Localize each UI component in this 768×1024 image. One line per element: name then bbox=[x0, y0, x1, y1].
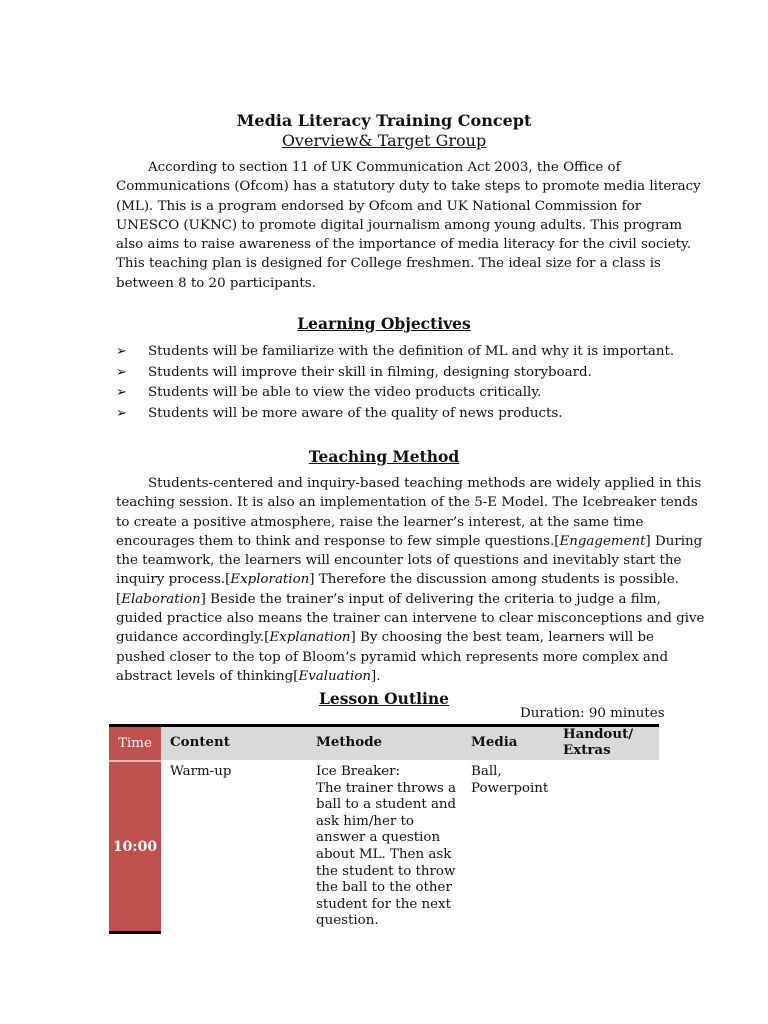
exploration-term: Exploration bbox=[230, 572, 310, 588]
time-header: Time bbox=[109, 724, 161, 760]
content-header: Content bbox=[170, 734, 230, 750]
overview-line: This teaching plan is designed for College freshmen. The ideal size for a class is bbox=[116, 256, 661, 272]
overview-paragraph bbox=[116, 158, 701, 293]
time-cell: 10:00 bbox=[112, 839, 158, 855]
list-item bbox=[116, 363, 676, 384]
objective-text: Students will be able to view the video products critically. bbox=[148, 385, 542, 400]
methode-header: Methode bbox=[316, 734, 383, 750]
overview-line: According to section 11 of UK Communication Act 2003, the Office of bbox=[148, 160, 621, 175]
method-line: encourages them to think and response to few simple questions.[Engagement] During bbox=[116, 533, 703, 549]
objective-text: Students will be familiarize with the definition of ML and why it is important. bbox=[148, 344, 675, 359]
document-title: Media Literacy Training Concept bbox=[236, 111, 532, 130]
overview-line: also aims to raise awareness of the importance of media literacy for the civil society. bbox=[116, 237, 692, 253]
evaluation-term: Evaluation bbox=[298, 668, 372, 684]
method-line: guided practice also means the trainer can intervene to clear misconceptions and give bbox=[116, 611, 705, 627]
methode-cell: Ice Breaker: The trainer throws a ball to a student and ask him/her to answer a question about ML. Then ask the student to throw the ball to the other student for the next question. bbox=[316, 764, 457, 929]
method-line: Students-centered and inquiry-based teaching methods are widely applied in this bbox=[148, 476, 702, 491]
method-line: pushed closer to the top of Bloom’s pyramid which represents more complex and bbox=[116, 649, 669, 665]
document-subtitle: Overview& Target Group bbox=[281, 131, 487, 150]
duration-label: Duration: 90 minutes bbox=[520, 706, 665, 721]
overview-line: between 8 to 20 participants. bbox=[116, 275, 316, 291]
learning-objectives-heading: Learning Objectives bbox=[297, 314, 471, 333]
arrow-bullet-icon: ➢ bbox=[116, 405, 127, 421]
learning-objectives-list bbox=[116, 342, 676, 424]
method-line: the teamwork, the learners will encounter lots of questions and inevitably start the bbox=[116, 553, 682, 569]
teaching-method-heading: Teaching Method bbox=[308, 447, 460, 466]
method-line: [Elaboration] Beside the trainer’s input of delivering the criteria to judge a film, bbox=[116, 591, 661, 607]
overview-line: UNESCO (UKNC) to promote digital journalism among young adults. This program bbox=[116, 217, 683, 233]
arrow-bullet-icon: ➢ bbox=[116, 385, 127, 400]
arrow-bullet-icon: ➢ bbox=[116, 344, 127, 359]
overview-line: Communications (Ofcom) has a statutory duty to take steps to promote media literacy bbox=[116, 179, 701, 195]
time-bottom-border bbox=[109, 931, 161, 934]
teaching-method-paragraph bbox=[116, 474, 705, 686]
overview-line: (ML). This is a program endorsed by Ofcom and UK National Commission for bbox=[116, 198, 642, 214]
arrow-bullet-icon: ➢ bbox=[116, 364, 127, 380]
lesson-outline-table bbox=[109, 724, 659, 934]
list-item bbox=[116, 404, 676, 425]
method-line: guidance accordingly.[Explanation] By choosing the best team, learners will be bbox=[116, 630, 654, 646]
media-cell: Ball, Powerpoint bbox=[471, 764, 549, 796]
objective-text: Students will be more aware of the quality of news products. bbox=[148, 405, 563, 421]
method-line: teaching session. It is also an implementation of the 5-E Model. The Icebreaker tends bbox=[116, 495, 698, 511]
objective-text: Students will improve their skill in filming, designing storyboard. bbox=[148, 364, 592, 380]
method-line: abstract levels of thinking[Evaluation]. bbox=[116, 668, 381, 684]
engagement-term: Engagement bbox=[559, 533, 646, 549]
elaboration-term: Elaboration bbox=[121, 591, 201, 607]
list-item bbox=[116, 342, 676, 363]
media-header: Media bbox=[471, 734, 518, 750]
method-line: inquiry process.[Exploration] Therefore the discussion among students is possible. bbox=[116, 572, 679, 588]
method-line: to create a positive atmosphere, raise the learner’s interest, at the same time bbox=[116, 514, 644, 530]
lesson-outline-heading: Lesson Outline bbox=[318, 689, 450, 708]
list-item bbox=[116, 383, 676, 404]
content-cell: Warm-up bbox=[170, 764, 232, 779]
handout-header: Handout/ Extras bbox=[563, 726, 634, 758]
explanation-term: Explanation bbox=[269, 630, 351, 646]
